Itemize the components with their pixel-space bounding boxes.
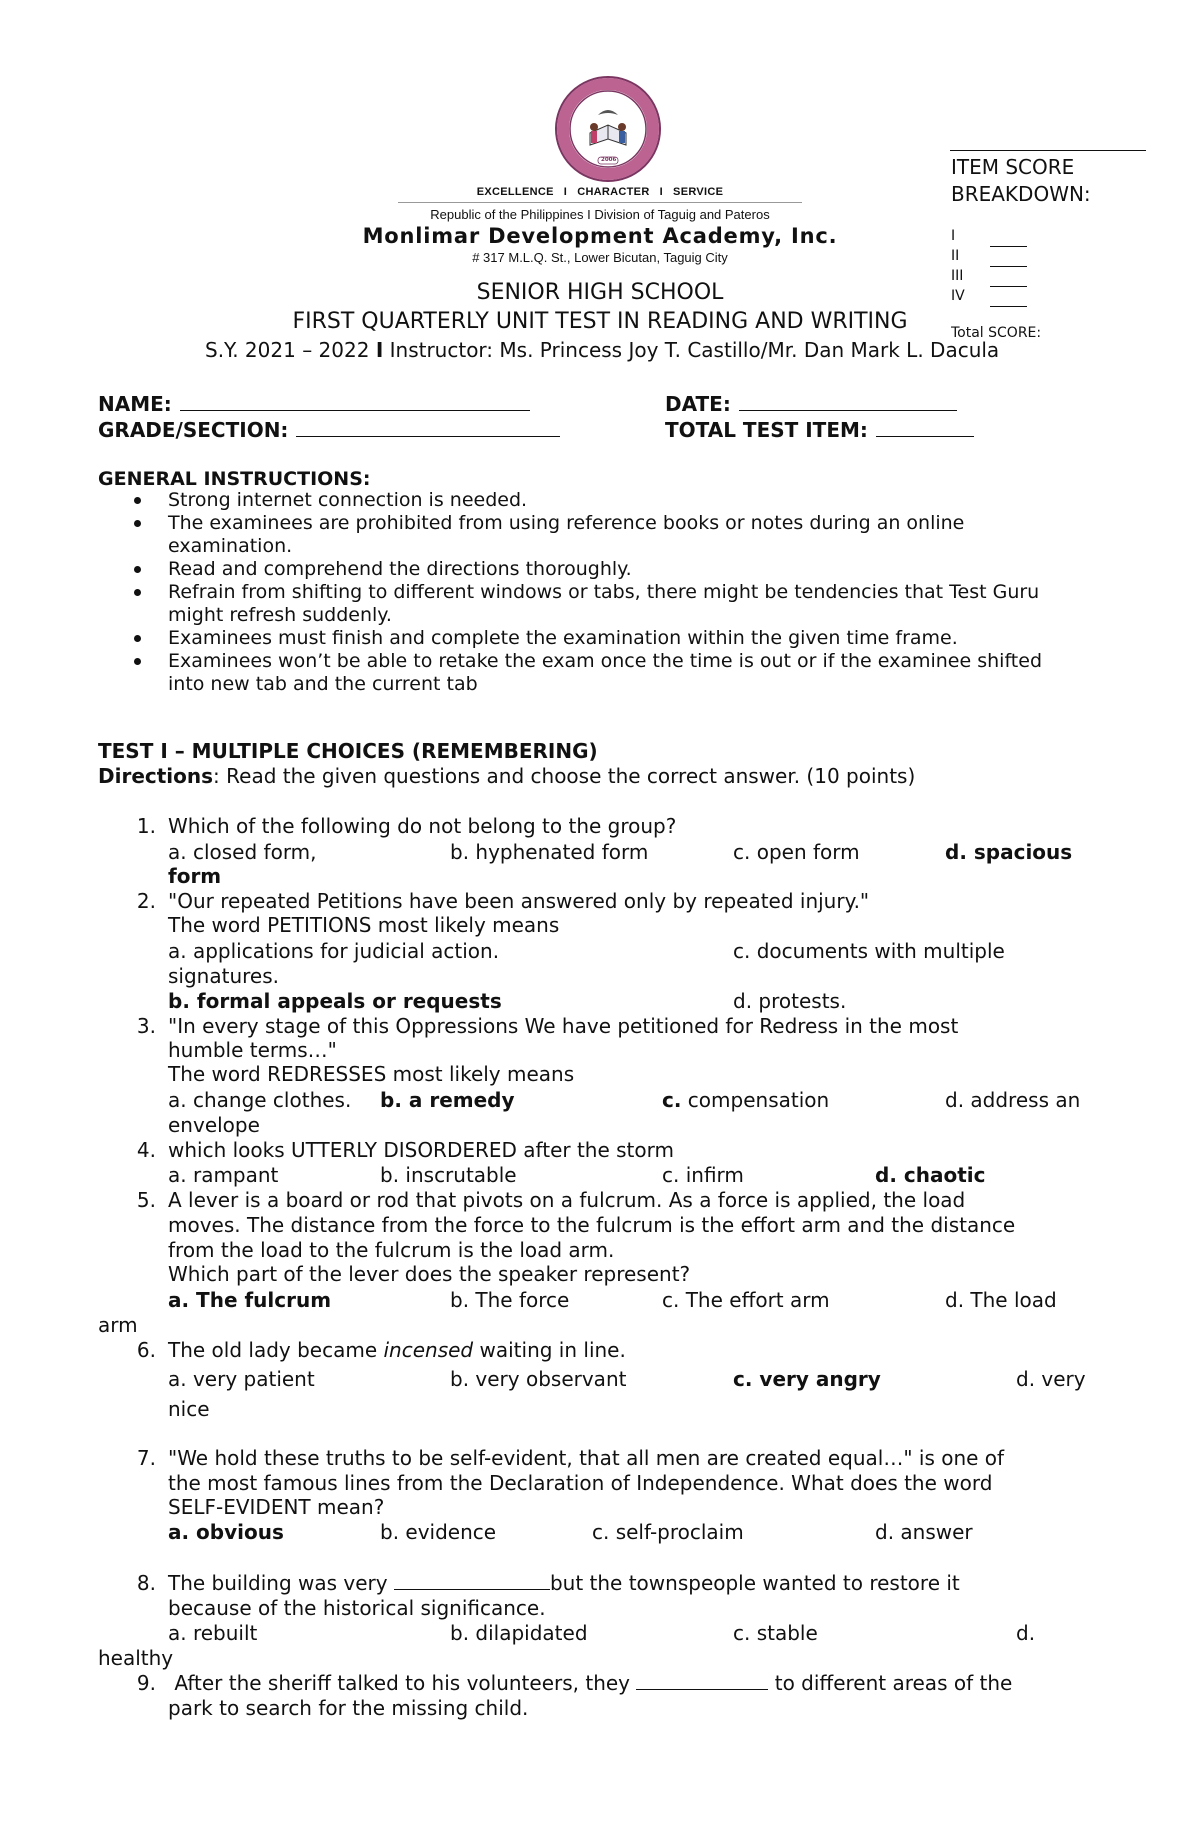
score-title-1: ITEM SCORE [951,155,1075,179]
q4-choice-b[interactable]: b. inscrutable [380,1163,517,1187]
q8-choice-d[interactable]: d. [1016,1621,1036,1645]
grade-label [98,418,560,442]
instruction-item-cont: might refresh suddenly. [168,604,392,626]
test1-heading: TEST I – MULTIPLE CHOICES (REMEMBERING) [98,739,598,763]
q3-choice-c-letter: c. [662,1088,682,1112]
q5-text-2: moves. The distance from the force to the fulcrum is the effort arm and the distance [168,1213,1016,1237]
q6-text [168,1338,626,1362]
logo-year: 2006 [601,157,617,163]
q2-choice-b[interactable]: b. formal appeals or requests [168,989,502,1013]
q9-text [168,1671,1012,1695]
test-title: FIRST QUARTERLY UNIT TEST IN READING AND WRITING [292,309,908,334]
score-top-line [950,150,1146,151]
q2-choice-a[interactable]: a. applications for judicial action. [168,939,500,963]
q5-text: A lever is a board or rod that pivots on a fulcrum. As a force is applied, the load [168,1188,966,1212]
q3-text-2: humble terms…" [168,1038,337,1062]
level-title: SENIOR HIGH SCHOOL [476,280,724,305]
q6-choice-d-wrap: nice [168,1397,210,1421]
q1-choice-a[interactable]: a. closed form, [168,840,317,864]
q6-choice-b[interactable]: b. very observant [450,1367,627,1391]
q7-text-2: the most famous lines from the Declaration of Independence. What does the word [168,1471,993,1495]
q7-choice-b[interactable]: b. evidence [380,1520,497,1544]
score-blank-2[interactable] [990,266,1027,267]
q6-number: 6. [136,1338,156,1362]
total-items-label-text: TOTAL TEST ITEM: [665,418,868,442]
q5-choice-d[interactable]: d. The load [945,1288,1057,1312]
test1-directions [98,764,915,788]
header-divider [398,202,802,203]
school-name: Monlimar Development Academy, Inc. [362,224,838,248]
q6-text-post: waiting in line. [473,1338,626,1362]
q3-choice-c[interactable] [662,1088,829,1112]
q1-choice-b[interactable]: b. hyphenated form [450,840,649,864]
q4-text: which looks UTTERLY DISORDERED after the storm [168,1138,674,1162]
q3-choice-a[interactable]: a. change clothes. [168,1088,352,1112]
q6-choice-c[interactable]: c. very angry [733,1367,881,1391]
instruction-item: Examinees won’t be able to retake the exam once the time is out or if the examinee shifted [168,650,1042,672]
q1-choice-d-wrap: form [168,864,222,888]
q3-choice-c-text: compensation [681,1088,830,1112]
q3-choice-d[interactable]: d. address an [945,1088,1081,1112]
score-row-1: I [951,228,956,244]
bullet-icon [134,589,141,596]
q3-text: "In every stage of this Oppressions We have petitioned for Redress in the most [168,1014,959,1038]
sy-separator: I [375,338,384,362]
q8-text-pre: The building was very [168,1571,394,1595]
q4-choice-a[interactable]: a. rampant [168,1163,279,1187]
q5-text-4: Which part of the lever does the speaker represent? [168,1262,691,1286]
instructions-heading: GENERAL INSTRUCTIONS: [98,468,371,490]
instruction-item: Strong internet connection is needed. [168,489,528,511]
q8-text-post: but the townspeople wanted to restore it [549,1571,960,1595]
q5-choice-c[interactable]: c. The effort arm [662,1288,830,1312]
name-label [98,392,530,416]
score-total: Total SCORE: [951,325,1042,337]
score-blank-4[interactable] [990,306,1027,307]
q7-text-3: SELF-EVIDENT mean? [168,1495,385,1519]
q3-choice-b[interactable]: b. a remedy [380,1088,515,1112]
grade-label-text: GRADE/SECTION: [98,418,289,442]
school-address: # 317 M.L.Q. St., Lower Bicutan, Taguig City [472,250,728,265]
q4-number: 4. [136,1138,156,1162]
q7-number: 7. [136,1446,156,1470]
q9-text-2: park to search for the missing child. [168,1696,529,1720]
bullet-icon [134,497,141,504]
bullet-icon [134,520,141,527]
q8-choice-b[interactable]: b. dilapidated [450,1621,588,1645]
logo-seal-icon [554,75,662,183]
q5-choice-a[interactable]: a. The fulcrum [168,1288,332,1312]
q4-choice-c[interactable]: c. infirm [662,1163,744,1187]
date-label [665,392,957,416]
name-label-text: NAME: [98,392,172,416]
q4-choice-d[interactable]: d. chaotic [875,1163,986,1187]
instructor: Instructor: Ms. Princess Joy T. Castillo/Mr. Dan Mark L. Dacula [383,338,1000,362]
score-row-4: IV [951,288,965,304]
date-input[interactable] [739,409,957,411]
total-items-input[interactable] [876,435,974,437]
bullet-icon [134,658,141,665]
name-input[interactable] [180,409,530,411]
q2-choice-c[interactable]: c. documents with multiple [733,939,1005,963]
q7-choice-c[interactable]: c. self-proclaim [592,1520,744,1544]
q2-choice-d[interactable]: d. protests. [733,989,847,1013]
q8-choice-a[interactable]: a. rebuilt [168,1621,258,1645]
q9-blank[interactable] [636,1688,768,1690]
score-row-2: II [951,248,960,264]
motto: EXCELLENCE I CHARACTER I SERVICE [476,186,724,198]
q9-text-pre: After the sheriff talked to his volunteers, they [168,1671,637,1695]
bullet-icon [134,566,141,573]
q2-text: "Our repeated Petitions have been answered only by repeated injury." [168,889,870,913]
instruction-item: Refrain from shifting to different windows or tabs, there might be tendencies that Test Guru [168,581,1040,603]
score-title-2: BREAKDOWN: [951,182,1091,206]
q6-choice-d[interactable]: d. very [1016,1367,1086,1391]
q1-number: 1. [136,814,156,838]
q7-choice-d[interactable]: d. answer [875,1520,973,1544]
date-label-text: DATE: [665,392,731,416]
q9-number: 9. [136,1671,156,1695]
q6-text-italic: incensed [383,1338,474,1362]
q8-choice-d-wrap: healthy [98,1646,174,1670]
directions-label: Directions [98,764,214,788]
q1-choice-c[interactable]: c. open form [733,840,860,864]
q7-text: "We hold these truths to be self-evident, that all men are created equal…" is one of [168,1446,1005,1470]
instruction-item-cont: examination. [168,535,293,557]
score-row-3: III [951,268,964,284]
q1-choice-d[interactable]: d. spacious [945,840,1073,864]
score-total-clip [951,325,1071,337]
school-year: S.Y. 2021 – 2022 [205,338,376,362]
q2-number: 2. [136,889,156,913]
q8-choice-c[interactable]: c. stable [733,1621,818,1645]
grade-input[interactable] [296,435,560,437]
q5-text-3: from the load to the fulcrum is the load arm. [168,1238,615,1262]
total-items-label [665,418,974,442]
directions-text: : Read the given questions and choose the correct answer. (10 points) [213,764,916,788]
school-year-line [205,338,999,362]
q1-text: Which of the following do not belong to the group? [168,814,677,838]
q3-choice-d-wrap: envelope [168,1113,260,1137]
instruction-item: The examinees are prohibited from using reference books or notes during an online [168,512,965,534]
q9-text-post: to different areas of the [768,1671,1013,1695]
instruction-item: Examinees must finish and complete the examination within the given time frame. [168,627,958,649]
q5-choice-d-wrap: arm [98,1313,138,1337]
school-logo [554,75,662,183]
bullet-icon [134,635,141,642]
score-blank-3[interactable] [990,286,1027,287]
score-blank-1[interactable] [990,246,1027,247]
instruction-item: Read and comprehend the directions thoroughly. [168,558,632,580]
q8-text-2: because of the historical significance. [168,1596,546,1620]
q5-number: 5. [136,1188,156,1212]
q8-blank[interactable] [394,1588,550,1590]
q3-text-3: The word REDRESSES most likely means [168,1062,575,1086]
q2-choice-c-wrap: signatures. [168,964,279,988]
q6-choice-a[interactable]: a. very patient [168,1367,315,1391]
q5-choice-b[interactable]: b. The force [450,1288,570,1312]
q8-number: 8. [136,1571,156,1595]
q7-choice-a[interactable]: a. obvious [168,1520,284,1544]
q2-text-2: The word PETITIONS most likely means [168,913,560,937]
republic-line: Republic of the Philippines I Division of Taguig and Pateros [430,207,770,222]
q8-text [168,1571,960,1595]
instruction-item-cont: into new tab and the current tab [168,673,478,695]
q6-text-pre: The old lady became [168,1338,384,1362]
q3-number: 3. [136,1014,156,1038]
